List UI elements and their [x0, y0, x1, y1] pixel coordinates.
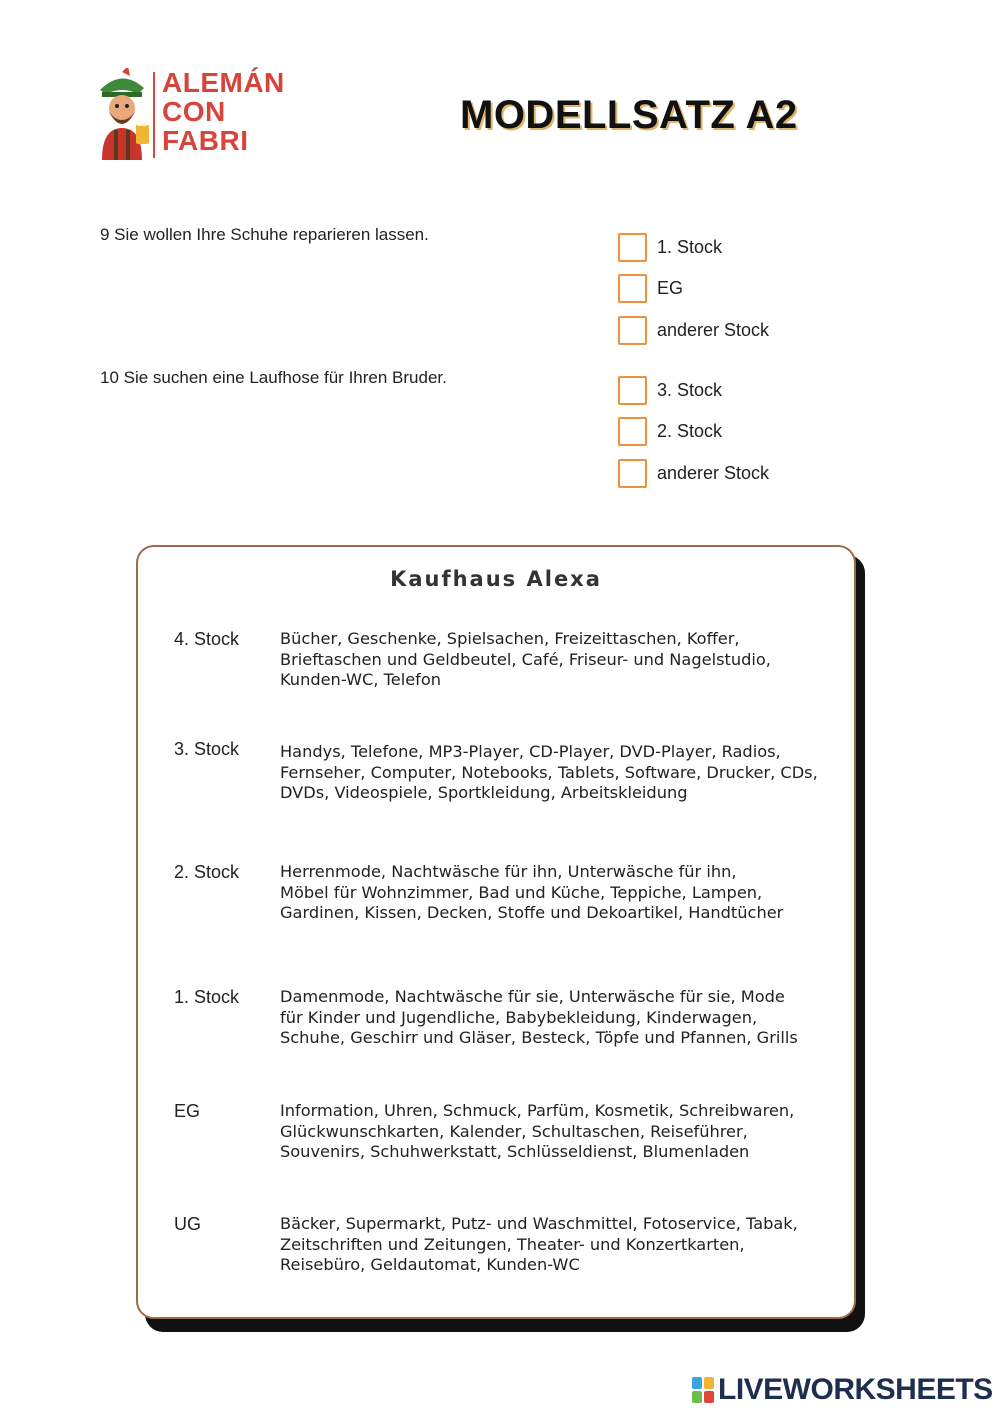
- answer-option[interactable]: [618, 233, 769, 261]
- floor-items: [280, 862, 840, 924]
- answer-option[interactable]: [618, 376, 769, 404]
- page-title: MODELLSATZ A2: [460, 93, 798, 137]
- floor-line: Handys, Telefone, MP3-Player, CD-Player, DVD-Player, Radios,: [280, 742, 781, 761]
- floor-name: 4. Stock: [174, 629, 240, 649]
- answer-option[interactable]: [618, 275, 769, 303]
- floor-line: DVDs, Videospiele, Sportkleidung, Arbeitskleidung: [280, 783, 688, 802]
- floor-name: 2. Stock: [174, 862, 240, 882]
- floor-name: 3. Stock: [174, 739, 240, 759]
- question-9: 9 Sie wollen Ihre Schuhe reparieren lassen.: [100, 225, 429, 244]
- option-label: 1. Stock: [657, 236, 723, 257]
- logo-line: CON: [162, 96, 226, 127]
- option-label: EG: [657, 278, 684, 298]
- floor-line: Fernseher, Computer, Notebooks, Tablets, Software, Drucker, CDs,: [280, 762, 818, 782]
- floor-items: [280, 1214, 840, 1276]
- answer-checkbox[interactable]: [618, 233, 647, 262]
- floor-line: Kunden-WC, Telefon: [280, 670, 442, 689]
- store-directory-card: [136, 545, 856, 1319]
- floor-items: [280, 987, 840, 1049]
- floor-line: Reisebüro, Geldautomat, Kunden-WC: [280, 1255, 580, 1274]
- option-label: anderer Stock: [657, 462, 770, 483]
- answer-option[interactable]: [618, 316, 769, 344]
- floor-name: EG: [174, 1101, 201, 1121]
- question-9-options: [618, 233, 769, 358]
- watermark-text: LIVEWORKSHEETS: [718, 1373, 993, 1406]
- answer-option[interactable]: [618, 418, 769, 446]
- floor-name: UG: [174, 1214, 201, 1234]
- floor-items: [280, 742, 840, 804]
- floor-line: Damenmode, Nachtwäsche für sie, Unterwäsche für sie, Mode: [280, 987, 785, 1006]
- answer-checkbox[interactable]: [618, 417, 647, 446]
- option-label: anderer Stock: [657, 319, 770, 340]
- floor-line: Information, Uhren, Schmuck, Parfüm, Kosmetik, Schreibwaren,: [280, 1101, 795, 1120]
- liveworksheets-watermark[interactable]: [692, 1373, 993, 1407]
- question-10: 10 Sie suchen eine Laufhose für Ihren Bruder.: [100, 368, 447, 387]
- floor-name: 1. Stock: [174, 987, 240, 1007]
- logo: [92, 68, 292, 160]
- floor-line: Zeitschriften und Zeitungen, Theater- und Konzertkarten,: [280, 1234, 745, 1254]
- floor-items: [280, 1101, 840, 1163]
- logo-text: [162, 68, 285, 155]
- logo-line: ALEMÁN: [162, 67, 285, 98]
- answer-checkbox[interactable]: [618, 274, 647, 303]
- floor-line: Bäcker, Supermarkt, Putz- und Waschmittel, Fotoservice, Tabak,: [280, 1214, 798, 1233]
- answer-checkbox[interactable]: [618, 316, 647, 345]
- option-label: 3. Stock: [657, 379, 723, 400]
- question-10-options: [618, 376, 769, 501]
- answer-checkbox[interactable]: [618, 376, 647, 405]
- directory-title: Kaufhaus Alexa: [390, 567, 602, 591]
- floor-items: [280, 629, 840, 691]
- floor-line: für Kinder und Jugendliche, Babybekleidung, Kinderwagen,: [280, 1007, 758, 1027]
- liveworksheets-icon: [692, 1377, 714, 1403]
- floor-line: Möbel für Wohnzimmer, Bad und Küche, Teppiche, Lampen,: [280, 882, 763, 902]
- option-label: 2. Stock: [657, 421, 723, 441]
- answer-checkbox[interactable]: [618, 459, 647, 488]
- floor-line: Souvenirs, Schuhwerkstatt, Schlüsseldienst, Blumenladen: [280, 1142, 750, 1161]
- answer-option[interactable]: [618, 459, 769, 487]
- floor-line: Glückwunschkarten, Kalender, Schultaschen, Reiseführer,: [280, 1121, 748, 1141]
- logo-divider: [153, 72, 155, 158]
- floor-line: Herrenmode, Nachtwäsche für ihn, Unterwäsche für ihn,: [280, 862, 737, 881]
- floor-line: Schuhe, Geschirr und Gläser, Besteck, Töpfe und Pfannen, Grills: [280, 1028, 798, 1047]
- logo-line: FABRI: [162, 125, 249, 156]
- floor-line: Bücher, Geschenke, Spielsachen, Freizeittaschen, Koffer,: [280, 629, 740, 648]
- floor-line: Brieftaschen und Geldbeutel, Café, Friseur- und Nagelstudio,: [280, 649, 771, 669]
- mascot-icon: [92, 68, 152, 160]
- floor-line: Gardinen, Kissen, Decken, Stoffe und Dekoartikel, Handtücher: [280, 903, 784, 922]
